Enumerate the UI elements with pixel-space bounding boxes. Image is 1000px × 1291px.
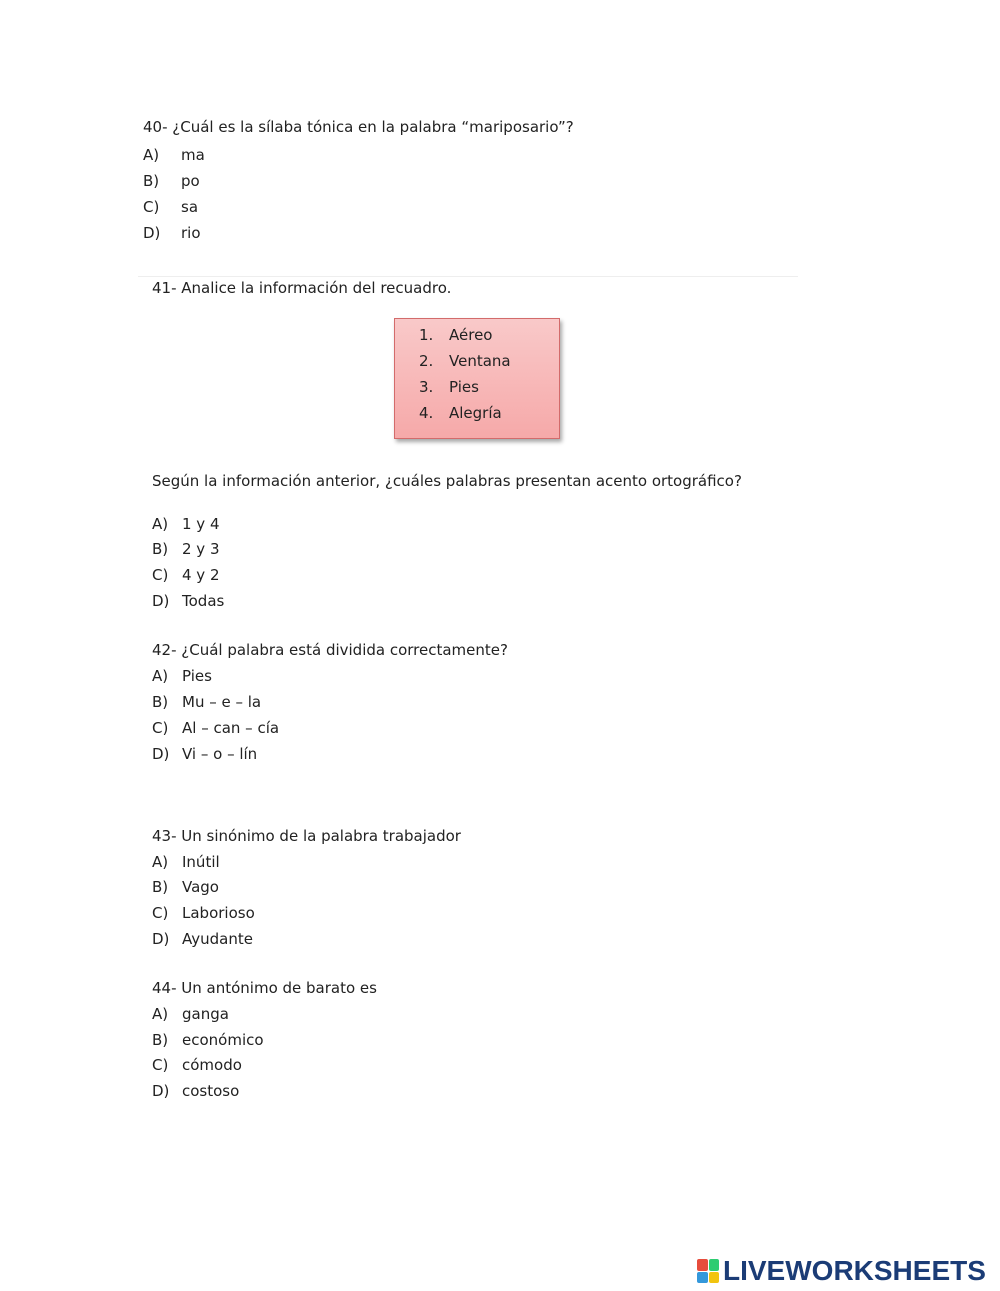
option-text: económico — [182, 1031, 264, 1049]
option-letter: A) — [152, 667, 169, 685]
option-text: Inútil — [182, 853, 220, 871]
option-letter: A) — [143, 146, 160, 164]
question-42: 42- ¿Cuál palabra está dividida correctamente? — [152, 641, 508, 659]
option-text: Todas — [182, 592, 225, 610]
q42-option-c[interactable] — [152, 719, 279, 737]
q42-option-a[interactable] — [152, 667, 212, 685]
box-item-number: 2. — [419, 352, 434, 370]
q41-option-d[interactable] — [152, 592, 224, 610]
question-41-followup: Según la información anterior, ¿cuáles palabras presentan acento ortográfico? — [152, 472, 742, 490]
box-item-number: 4. — [419, 404, 434, 422]
option-text: 2 y 3 — [182, 540, 220, 558]
option-text: cómodo — [182, 1056, 242, 1074]
question-41: 41- Analice la información del recuadro. — [152, 279, 452, 297]
box-item — [419, 378, 479, 396]
option-letter: D) — [152, 745, 170, 763]
q42-option-d[interactable] — [152, 745, 257, 763]
divider — [138, 276, 798, 277]
box-item-number: 1. — [419, 326, 434, 344]
word-box — [394, 318, 560, 439]
option-letter: B) — [152, 693, 169, 711]
q41-option-b[interactable] — [152, 540, 220, 558]
box-item-word: Alegría — [449, 404, 502, 422]
option-letter: C) — [143, 198, 160, 216]
option-text: Pies — [182, 667, 212, 685]
option-text: 1 y 4 — [182, 515, 220, 533]
liveworksheets-logo[interactable] — [697, 1256, 986, 1286]
q43-option-b[interactable] — [152, 878, 219, 896]
q43-option-d[interactable] — [152, 930, 253, 948]
q41-option-a[interactable] — [152, 515, 220, 533]
option-text: Laborioso — [182, 904, 255, 922]
q40-option-c[interactable] — [143, 198, 198, 216]
option-text: ma — [181, 146, 205, 164]
option-letter: A) — [152, 515, 169, 533]
box-item — [419, 404, 502, 422]
option-text: Mu – e – la — [182, 693, 262, 711]
box-item-word: Ventana — [449, 352, 511, 370]
box-item-number: 3. — [419, 378, 434, 396]
q43-option-a[interactable] — [152, 853, 220, 871]
q41-option-c[interactable] — [152, 566, 220, 584]
option-letter: D) — [152, 592, 170, 610]
box-item-word: Pies — [449, 378, 479, 396]
q42-option-b[interactable] — [152, 693, 261, 711]
option-text: sa — [181, 198, 199, 216]
question-40: 40- ¿Cuál es la sílaba tónica en la palabra “mariposario”? — [143, 118, 574, 136]
option-letter: A) — [152, 1005, 169, 1023]
box-item — [419, 352, 511, 370]
option-text: costoso — [182, 1082, 240, 1100]
q40-option-a[interactable] — [143, 146, 205, 164]
box-item-word: Aéreo — [449, 326, 493, 344]
option-letter: A) — [152, 853, 169, 871]
option-text: Al – can – cía — [182, 719, 280, 737]
q44-option-a[interactable] — [152, 1005, 229, 1023]
q40-option-d[interactable] — [143, 224, 201, 242]
option-letter: D) — [152, 1082, 170, 1100]
option-letter: B) — [143, 172, 160, 190]
option-letter: C) — [152, 566, 169, 584]
option-text: Vi – o – lín — [182, 745, 258, 763]
question-43: 43- Un sinónimo de la palabra trabajador — [152, 827, 461, 845]
q43-option-c[interactable] — [152, 904, 255, 922]
option-text: rio — [181, 224, 201, 242]
q40-option-b[interactable] — [143, 172, 200, 190]
option-text: 4 y 2 — [182, 566, 220, 584]
option-letter: C) — [152, 719, 169, 737]
option-letter: B) — [152, 1031, 169, 1049]
option-text: ganga — [182, 1005, 229, 1023]
q44-option-d[interactable] — [152, 1082, 239, 1100]
option-letter: B) — [152, 540, 169, 558]
logo-mark-icon — [697, 1259, 719, 1283]
q44-option-b[interactable] — [152, 1031, 264, 1049]
option-text: Vago — [182, 878, 219, 896]
logo-text: LIVEWORKSHEETS — [723, 1255, 986, 1286]
option-letter: D) — [152, 930, 170, 948]
option-text: Ayudante — [182, 930, 253, 948]
option-letter: C) — [152, 904, 169, 922]
q44-option-c[interactable] — [152, 1056, 242, 1074]
option-text: po — [181, 172, 200, 190]
box-item — [419, 326, 492, 344]
option-letter: B) — [152, 878, 169, 896]
question-44: 44- Un antónimo de barato es — [152, 979, 377, 997]
option-letter: C) — [152, 1056, 169, 1074]
option-letter: D) — [143, 224, 161, 242]
